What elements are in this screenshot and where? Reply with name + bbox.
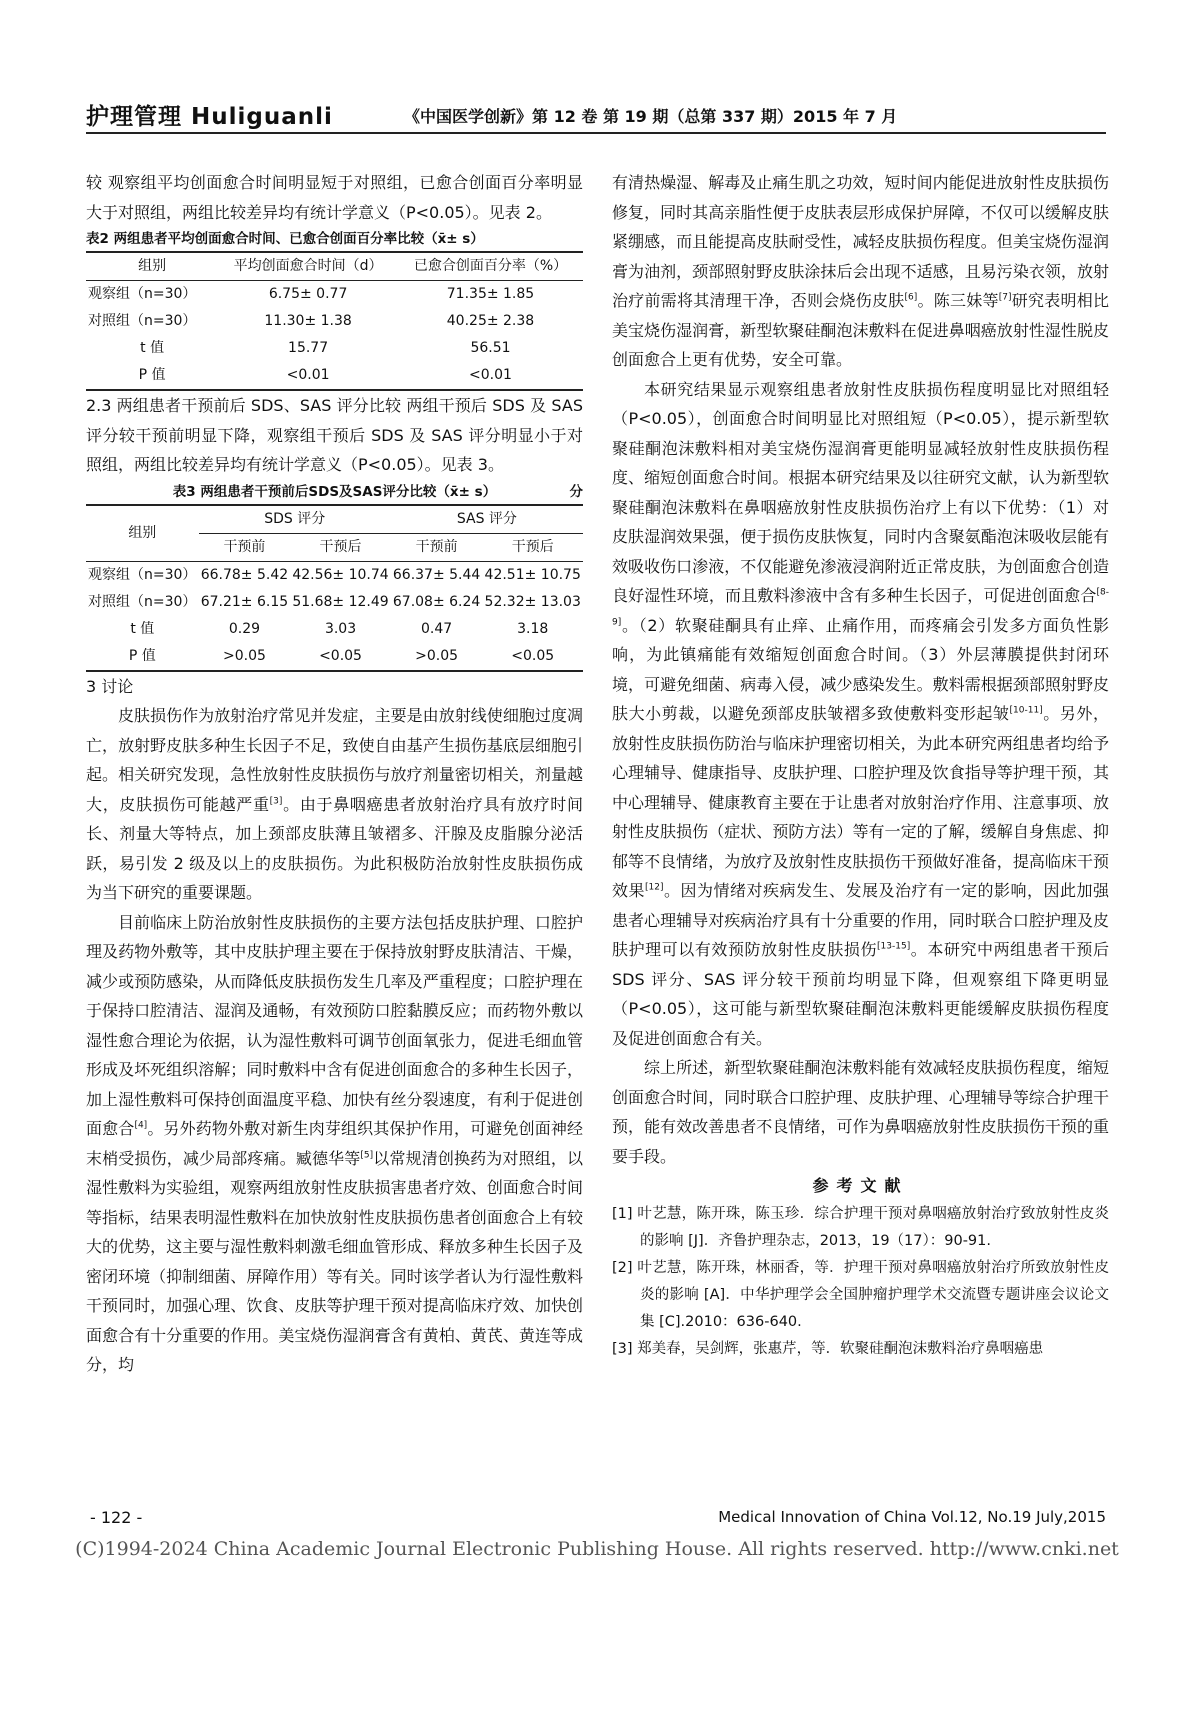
- reference-item: [1] 叶艺慧，陈开珠，陈玉珍．综合护理干预对鼻咽癌放射治疗致放射性皮炎的影响 [J]．齐鲁护理杂志，2013，19（17）：90-91.: [612, 1205, 1109, 1249]
- table-cell: 52.32± 13.03: [484, 593, 581, 610]
- table-cell: 对照组（n=30）: [88, 313, 197, 329]
- table2-caption: 表2 两组患者平均创面愈合时间、已愈合创面百分率比较（x̄± s）: [86, 231, 484, 247]
- text-run: 。另外药物外敷对新生肉芽组织其保护作用，可避免创面神经末梢受损伤，减少局部疼痛。臧德华等: [86, 1119, 583, 1168]
- section-heading: 2.3 两组患者干预前后 SDS、SAS 评分比较: [86, 396, 402, 415]
- citation: [12]: [645, 882, 664, 893]
- table3-unit: 分: [569, 483, 583, 500]
- table-cell: 66.37± 5.44: [392, 566, 481, 583]
- discussion-paragraph-1: [86, 701, 583, 908]
- table-cell: >0.05: [222, 647, 266, 664]
- table-cell: 42.51± 10.75: [484, 566, 581, 583]
- text-run: 。因为情绪对疾病发生、发展及治疗有一定的影响，因此加强患者心理辅导对疾病治疗具有十分重要的作用，同时联合口腔护理及皮肤护理可以有效预防放射性皮肤损伤: [612, 881, 1109, 959]
- table3-header: 干预前: [415, 538, 458, 555]
- discussion-paragraph-2: [86, 908, 583, 1380]
- text-run: 以常规清创换药为对照组，以湿性敷料为实验组，观察两组放射性皮肤损害患者疗效、创面愈合时间等指标，结果表明湿性敷料在加快放射性皮肤损伤患者创面愈合上有较大的优势，这主要与湿性敷料刺激毛细血管形成、释放多种生长因子及密闭环境（抑制细菌、屏障作用）等有关。同时该学者认为行湿性敷料干预同时，加强心理、饮食、皮肤等护理干预对提高临床疗效、加快创面愈合有十分重要的作用。美宝烧伤湿润膏含有黄柏、黄芪、黄连等成分，均: [86, 1148, 583, 1374]
- discussion-paragraph-4: [612, 375, 1109, 1054]
- table-cell: P 值: [128, 647, 156, 664]
- citation: [8-9]: [612, 587, 1109, 628]
- text-run: 目前临床上防治放射性皮肤损伤的主要方法包括皮肤护理、口腔护理及药物外敷等，其中皮肤护理主要在于保持放射野皮肤清洁、干燥，减少或预防感染，从而降低皮肤损伤发生几率及严重程度；口腔护理在于保持口腔清洁、湿润及通畅，有效预防口腔黏膜反应；而药物外敷以湿性愈合理论为依据，认为湿性敷料可调节创面氧张力，促进毛细血管形成及坏死组织溶解；同时敷料中含有促进创面愈合的多种生长因子，加上湿性敷料可保持创面温度平稳、加快有丝分裂速度，有利于促进创面愈合: [86, 912, 583, 1138]
- journal-issue: 《中国医学创新》第 12 卷 第 19 期（总第 337 期）2015 年 7 月: [404, 107, 898, 126]
- text-run: 。（2）软聚硅酮具有止痒、止痛作用，而疼痛会引发多方面负性影响，为此镇痛能有效缩短创面愈合时间。（3）外层薄膜提供封闭环境，可避免细菌、病毒入侵，减少感染发生。敷料需根据颈部照射野皮肤大小剪裁，以避免颈部皮肤皱褶多致使敷料变形起皱: [612, 615, 1109, 723]
- table2-header: 平均创面愈合时间（d）: [233, 258, 383, 274]
- table-cell: 56.51: [470, 340, 511, 356]
- table-cell: 6.75± 0.77: [268, 286, 348, 302]
- citation: [4]: [134, 1120, 148, 1131]
- table3-caption: [86, 480, 583, 504]
- table3-header: 干预后: [319, 538, 362, 555]
- citation: [5]: [360, 1150, 374, 1161]
- table-cell: 66.78± 5.42: [200, 566, 289, 583]
- text-run: 。本研究中两组患者干预后 SDS 评分、SAS 评分较干预前均明显下降，但观察组下降更明显（P<0.05），这可能与新型软聚硅酮泡沫敷料更能缓解皮肤损伤程度及促进创面愈合有关。: [612, 940, 1109, 1048]
- table-cell: t 值: [140, 340, 165, 356]
- table-row: [86, 643, 583, 671]
- table-cell: P 值: [138, 367, 166, 383]
- table-row: [86, 589, 583, 616]
- text-run: 。陈三妹等: [917, 291, 999, 310]
- table-cell: 71.35± 1.85: [446, 286, 535, 302]
- table-cell: 0.29: [228, 620, 261, 637]
- table-row: [86, 308, 583, 335]
- table-cell: 3.03: [324, 620, 357, 637]
- citation: [7]: [998, 292, 1012, 303]
- reference-item: [3] 郑美春，吴剑辉，张惠芹，等．软聚硅酮泡沫敷料治疗鼻咽癌患: [612, 1340, 1044, 1357]
- journal-footer: Medical Innovation of China Vol.12, No.19 July,2015: [718, 1508, 1106, 1526]
- citation: [10-11]: [1009, 705, 1043, 716]
- table-cell: <0.01: [286, 367, 330, 383]
- table3: [86, 504, 583, 672]
- table-cell: 67.08± 6.24: [392, 593, 481, 610]
- text-run: 。另外，放射性皮肤损伤防治与临床护理密切相关，为此本研究两组患者均给予心理辅导、健康指导、皮肤护理、口腔护理及饮食指导等护理干预，其中心理辅导、健康教育主要在于让患者对放射治疗作用、注意事项、放射性皮肤损伤（症状、预防方法）等有一定的了解，缓解自身焦虑、抑郁等不良情绪，为放疗及放射性皮肤损伤干预做好准备，提高临床干预效果: [612, 704, 1109, 900]
- table-row: [86, 362, 583, 390]
- conclusion-paragraph: 综上所述，新型软聚硅酮泡沫敷料能有效减轻皮肤损伤程度，缩短创面愈合时间，同时联合口腔护理、皮肤护理、心理辅导等综合护理干预，能有效改善患者不良情绪，可作为鼻咽癌放射性皮肤损伤干预的重要手段。: [612, 1058, 1109, 1166]
- table-cell: <0.05: [319, 647, 362, 664]
- left-column: [86, 168, 583, 1380]
- table-cell: 观察组（n=30）: [88, 566, 197, 583]
- text-run: 研究表明相比美宝烧伤湿润膏，新型软聚硅酮泡沫敷料在促进鼻咽癌放射性湿性脱皮创面愈合上更有优势，安全可靠。: [612, 291, 1109, 369]
- table-cell: 对照组（n=30）: [88, 593, 197, 610]
- page-number: - 122 -: [90, 1508, 143, 1527]
- section-label: 护理管理 Huliguanli: [86, 104, 333, 130]
- text-run: 。由于鼻咽癌患者放射治疗具有放疗时间长、剂量大等特点，加上颈部皮肤薄且皱褶多、汗腺及皮脂腺分泌活跃，易引发 2 级及以上的皮肤损伤。为此积极防治放射性皮肤损伤成为当下研究的重要课题。: [86, 794, 583, 902]
- table3-header: 干预前: [223, 538, 266, 555]
- table2-header: 组别: [138, 258, 167, 274]
- table-cell: 42.56± 10.74: [292, 566, 389, 583]
- text-run: 皮肤损伤作为放射治疗常见并发症，主要是由放射线使细胞过度凋亡，放射野皮肤多种生长因子不足，致使自由基产生损伤基底层细胞引起。相关研究发现，急性放射性皮肤损伤与放疗剂量密切相关，剂量越大，皮肤损伤可能越严重: [86, 706, 583, 814]
- section-3-heading: 3 讨论: [86, 676, 134, 696]
- table3-header: SAS 评分: [391, 505, 583, 534]
- table-row: [86, 335, 583, 362]
- running-header: [86, 96, 1106, 134]
- table-cell: t 值: [130, 620, 155, 637]
- table-row: [86, 281, 583, 309]
- table-cell: 67.21± 6.15: [200, 593, 289, 610]
- table2: [86, 251, 583, 391]
- table3-header: 干预后: [511, 538, 554, 555]
- table-row: [86, 616, 583, 643]
- citation: [13-15]: [877, 941, 911, 952]
- citation: [3]: [269, 796, 283, 807]
- table-cell: <0.01: [469, 367, 512, 383]
- table3-caption-text: 表3 两组患者干预前后SDS及SAS评分比较（x̄± s）: [172, 483, 497, 500]
- table-cell: 观察组（n=30）: [88, 286, 197, 302]
- section-body: 两组干预后 SDS 及 SAS 评分较干预前明显下降，观察组干预后 SDS 及 SAS 评分明显小于对照组，两组比较差异均有统计学意义（P<0.05）。见表 3。: [86, 396, 583, 474]
- copyright-notice: (C)1994-2024 China Academic Journal Electronic Publishing House. All rights reserved. http://www.cnki.net: [75, 1538, 1119, 1560]
- table-row: [86, 561, 583, 589]
- right-column: [612, 168, 1109, 1363]
- table-cell: 3.18: [517, 620, 549, 637]
- table-cell: 40.25± 2.38: [446, 313, 535, 329]
- table-cell: <0.05: [511, 647, 555, 664]
- table-cell: 11.30± 1.38: [264, 313, 352, 329]
- results-paragraph: 较 观察组平均创面愈合时间明显短于对照组，已愈合创面百分率明显大于对照组，两组比较差异均有统计学意义（P<0.05）。见表 2。: [86, 173, 583, 222]
- text-run: 本研究结果显示观察组患者放射性皮肤损伤程度明显比对照组轻（P<0.05），创面愈合时间明显比对照组短（P<0.05），提示新型软聚硅酮泡沫敷料相对美宝烧伤湿润膏更能明显减轻放射性皮肤损伤程度、缩短创面愈合时间。根据本研究结果及以往研究文献，认为新型软聚硅酮泡沫敷料在鼻咽癌放射性皮肤损伤治疗上有以下优势：（1）对皮肤湿润效果强，便于损伤皮肤恢复，同时内含聚氨酯泡沫吸收层能有效吸收伤口渗液，不仅能避免渗液浸润附近正常皮肤，为创面愈合创造良好湿性环境，而且敷料渗液中含有多种生长因子，可促进创面愈合: [612, 379, 1109, 605]
- table2-header: 已愈合创面百分率（%）: [413, 258, 568, 274]
- table-cell: 15.77: [288, 340, 329, 356]
- table-cell: >0.05: [415, 647, 459, 664]
- table3-header: 组别: [86, 505, 199, 562]
- citation: [6]: [904, 292, 918, 303]
- section-2-3: [86, 391, 583, 480]
- discussion-paragraph-3: [612, 168, 1109, 375]
- table-cell: 0.47: [421, 620, 453, 637]
- table3-header: SDS 评分: [199, 505, 391, 534]
- text-run: 有清热燥湿、解毒及止痛生肌之功效，短时间内能促进放射性皮肤损伤修复，同时其高亲脂性便于皮肤表层形成保护屏障，不仅可以缓解皮肤紧绷感，而且能提高皮肤耐受性，减轻皮肤损伤程度。但美宝烧伤湿润膏为油剂，颈部照射野皮肤涂抹后会出现不适感，且易污染衣领，放射治疗前需将其清理干净，否则会烧伤皮肤: [612, 173, 1109, 310]
- table-cell: 51.68± 12.49: [292, 593, 389, 610]
- references-heading: 参考文献: [812, 1176, 909, 1195]
- reference-item: [2] 叶艺慧，陈开珠，林丽香，等．护理干预对鼻咽癌放射治疗所致放射性皮炎的影响 [A]．中华护理学会全国肿瘤护理学术交流暨专题讲座会议论文集 [C].2010：636-640.: [612, 1259, 1109, 1330]
